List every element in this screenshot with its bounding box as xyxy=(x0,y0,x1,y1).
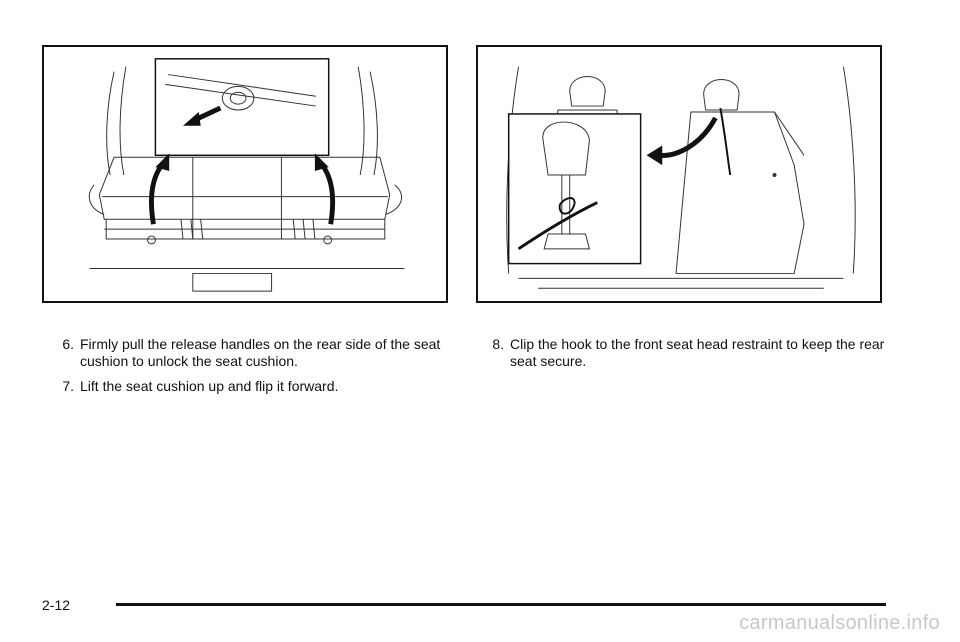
step-text: Firmly pull the release handles on the rear side of the seat cushion to unlock the seat cushion. xyxy=(80,336,441,369)
seat-cushion-release-drawing xyxy=(44,47,446,301)
step-text: Clip the hook to the front seat head restraint to keep the rear seat secure. xyxy=(510,336,885,369)
footer-rule xyxy=(116,603,886,606)
step-number: 6. xyxy=(62,336,74,352)
step-item xyxy=(44,378,464,395)
step-item xyxy=(474,336,894,370)
step-text: Lift the seat cushion up and flip it forward. xyxy=(80,378,339,394)
step-item xyxy=(44,336,464,370)
hook-head-restraint-illustration xyxy=(476,45,882,303)
instruction-steps-left xyxy=(44,336,464,403)
step-number: 7. xyxy=(62,378,74,394)
watermark-text: carmanualsonline.info xyxy=(739,612,940,634)
hook-head-restraint-drawing xyxy=(478,47,880,301)
instruction-steps-right xyxy=(474,336,894,378)
step-number: 8. xyxy=(492,336,504,352)
seat-cushion-release-illustration xyxy=(42,45,448,303)
page-number: 2-12 xyxy=(42,597,71,613)
